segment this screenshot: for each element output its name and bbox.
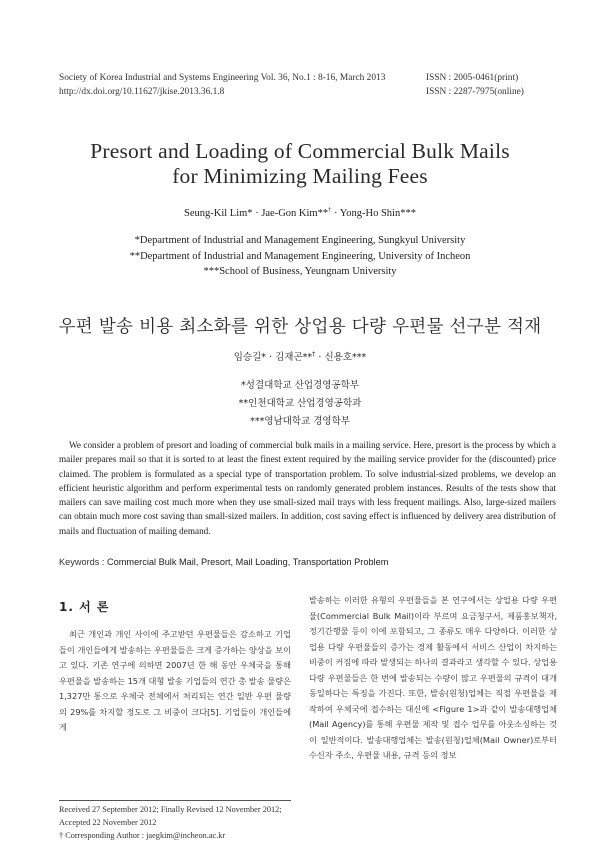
footnote-divider: [59, 800, 291, 801]
issn-online: ISSN : 2287-7975(online): [426, 87, 524, 97]
affiliation-3: ***School of Business, Yeungnam University: [203, 266, 397, 277]
keywords-separator: :: [99, 557, 108, 567]
abstract: We consider a problem of presort and loading of commercial bulk mails in a mailing service. Here, presort is the process by which a mailer prepares mail so that it is sorted to at least the finest extent required by the mailing service provider for the (discounted) price claimed. The problem is formulated as a special type of transportation problem. To solve industrial-sized problems, we develop an efficient heuristic algorithm and perform experimental tests on randomly generated problem instances. Results of the tests show that mailers can save mailing cost much more when they use small-sized mail trays with less frequent mailings. Also, large-sized mailers can obtain much more cost saving than small-sized mailers. In addition, cost saving effect is influenced by delivery area distribution of mails and fluctuation of mailing demand.: [59, 440, 556, 536]
korean-authors: [40, 349, 560, 363]
author-ko-2: 김재곤**: [275, 352, 313, 363]
author-separator: ·: [269, 352, 273, 363]
author-separator: ·: [255, 208, 259, 219]
doi-link[interactable]: http://dx.doi.org/10.11627/jkise.2013.36.1.8: [59, 87, 225, 97]
affiliation-1: *Department of Industrial and Management Engineering, Sungkyul University: [134, 235, 466, 246]
author-ko-3: 신용호***: [324, 352, 367, 363]
affiliation-ko-3: ***영남대학교 경영학부: [250, 416, 350, 427]
english-affiliations: [40, 233, 560, 280]
korean-title: 우편 발송 비용 최소화를 위한 상업용 다량 우편물 선구분 적재: [58, 317, 542, 337]
korean-affiliations: [40, 377, 560, 431]
corresponding-author: [59, 830, 291, 843]
author-2: Jae-Gon Kim**: [261, 208, 329, 219]
body-paragraph-left: 최근 개인과 개인 사이에 주고받던 우편물들은 감소하고 기업들이 개인들에게 발송하는 우편물들은 크게 증가하는 양상을 보이고 있다. 기존 연구에 의하면 2007년 한 해 동안 우체국을 통해 우편물을 발송하는 15개 대형 발송 기업들의 연간 총 발송 물량은 1,327만 통으로 우체국 전체에서 처리되는 연간 일반 우편 물량의 29%를 차지할 정도로 그 비중이 크다[5]. 기업들이 개인들에게: [59, 629, 291, 732]
keywords-value: Commercial Bulk Mail, Presort, Mail Loading, Transportation Problem: [107, 557, 389, 567]
left-column: [59, 593, 291, 736]
english-authors: [40, 208, 560, 219]
keywords: [59, 557, 556, 567]
author-separator: ·: [318, 352, 322, 363]
author-3: Yong-Ho Shin***: [339, 208, 416, 219]
journal-citation: Society of Korea Industrial and Systems Engineering Vol. 36, No.1 : 8-16, March 2013: [59, 73, 386, 83]
keywords-label: Keywords: [59, 557, 100, 567]
author-1: Seung-Kil Lim*: [184, 208, 253, 219]
corresponding-mark: †: [312, 349, 316, 358]
english-title-line-1: Presort and Loading of Commercial Bulk Mails: [90, 139, 510, 163]
journal-header: [59, 71, 556, 99]
affiliation-ko-1: *성결대학교 산업경영공학부: [241, 380, 359, 391]
right-column: [309, 593, 557, 764]
footnotes: [59, 804, 291, 842]
author-separator: ·: [333, 208, 338, 219]
received-dates: Received 27 September 2012; Finally Revised 12 November 2012; Accepted 22 November 2012: [59, 805, 282, 827]
english-title: [40, 139, 560, 189]
section-heading: 1. 서 론: [59, 600, 110, 614]
corresponding-mark: †: [328, 206, 332, 214]
issn-print: ISSN : 2005-0461(print): [426, 73, 519, 83]
english-title-line-2: for Minimizing Mailing Fees: [172, 164, 428, 188]
author-ko-1: 임승길*: [233, 352, 267, 363]
affiliation-ko-2: **인천대학교 산업경영공학과: [238, 398, 362, 409]
corresponding-mark: †: [59, 830, 64, 840]
corresponding-author-text: Corresponding Author : jaegkim@incheon.ac.kr: [65, 830, 226, 840]
body-paragraph-right: 발송하는 이러한 유형의 우편물들을 본 연구에서는 상업용 다량 우편물(Commercial Bulk Mail)이라 부르며 요금청구서, 제품홍보책자, 정기간행물 등이 이에 포함되고, 그 종류도 매우 다양하다. 이러한 상업용 다량 우편물들의 증가는 경제 활동에서 서비스 산업이 차지하는 비중이 커짐에 따라 발생되는 하나의 결과라고 생각할 수 있다. 상업용 다량 우편물들은 한 번에 발송되는 수량이 많고 우편물의 규격이 대개 동일하다는 특징을 가진다. 또한, 발송(원청)업체는 직접 우편물을 제작하여 우체국에 접수하는 대신에 <Figure 1>과 같이 발송대행업체(Mail Agency)를 통해 우편물 제작 및 접수 업무를 아웃소싱하는 것이 일반적이다. 발송대행업체는 발송(원청)업체(Mail Owner)로부터 수신자 주소, 우편물 내용, 규격 등의 정보: [309, 595, 557, 760]
affiliation-2: **Department of Industrial and Management Engineering, University of Incheon: [129, 250, 471, 262]
